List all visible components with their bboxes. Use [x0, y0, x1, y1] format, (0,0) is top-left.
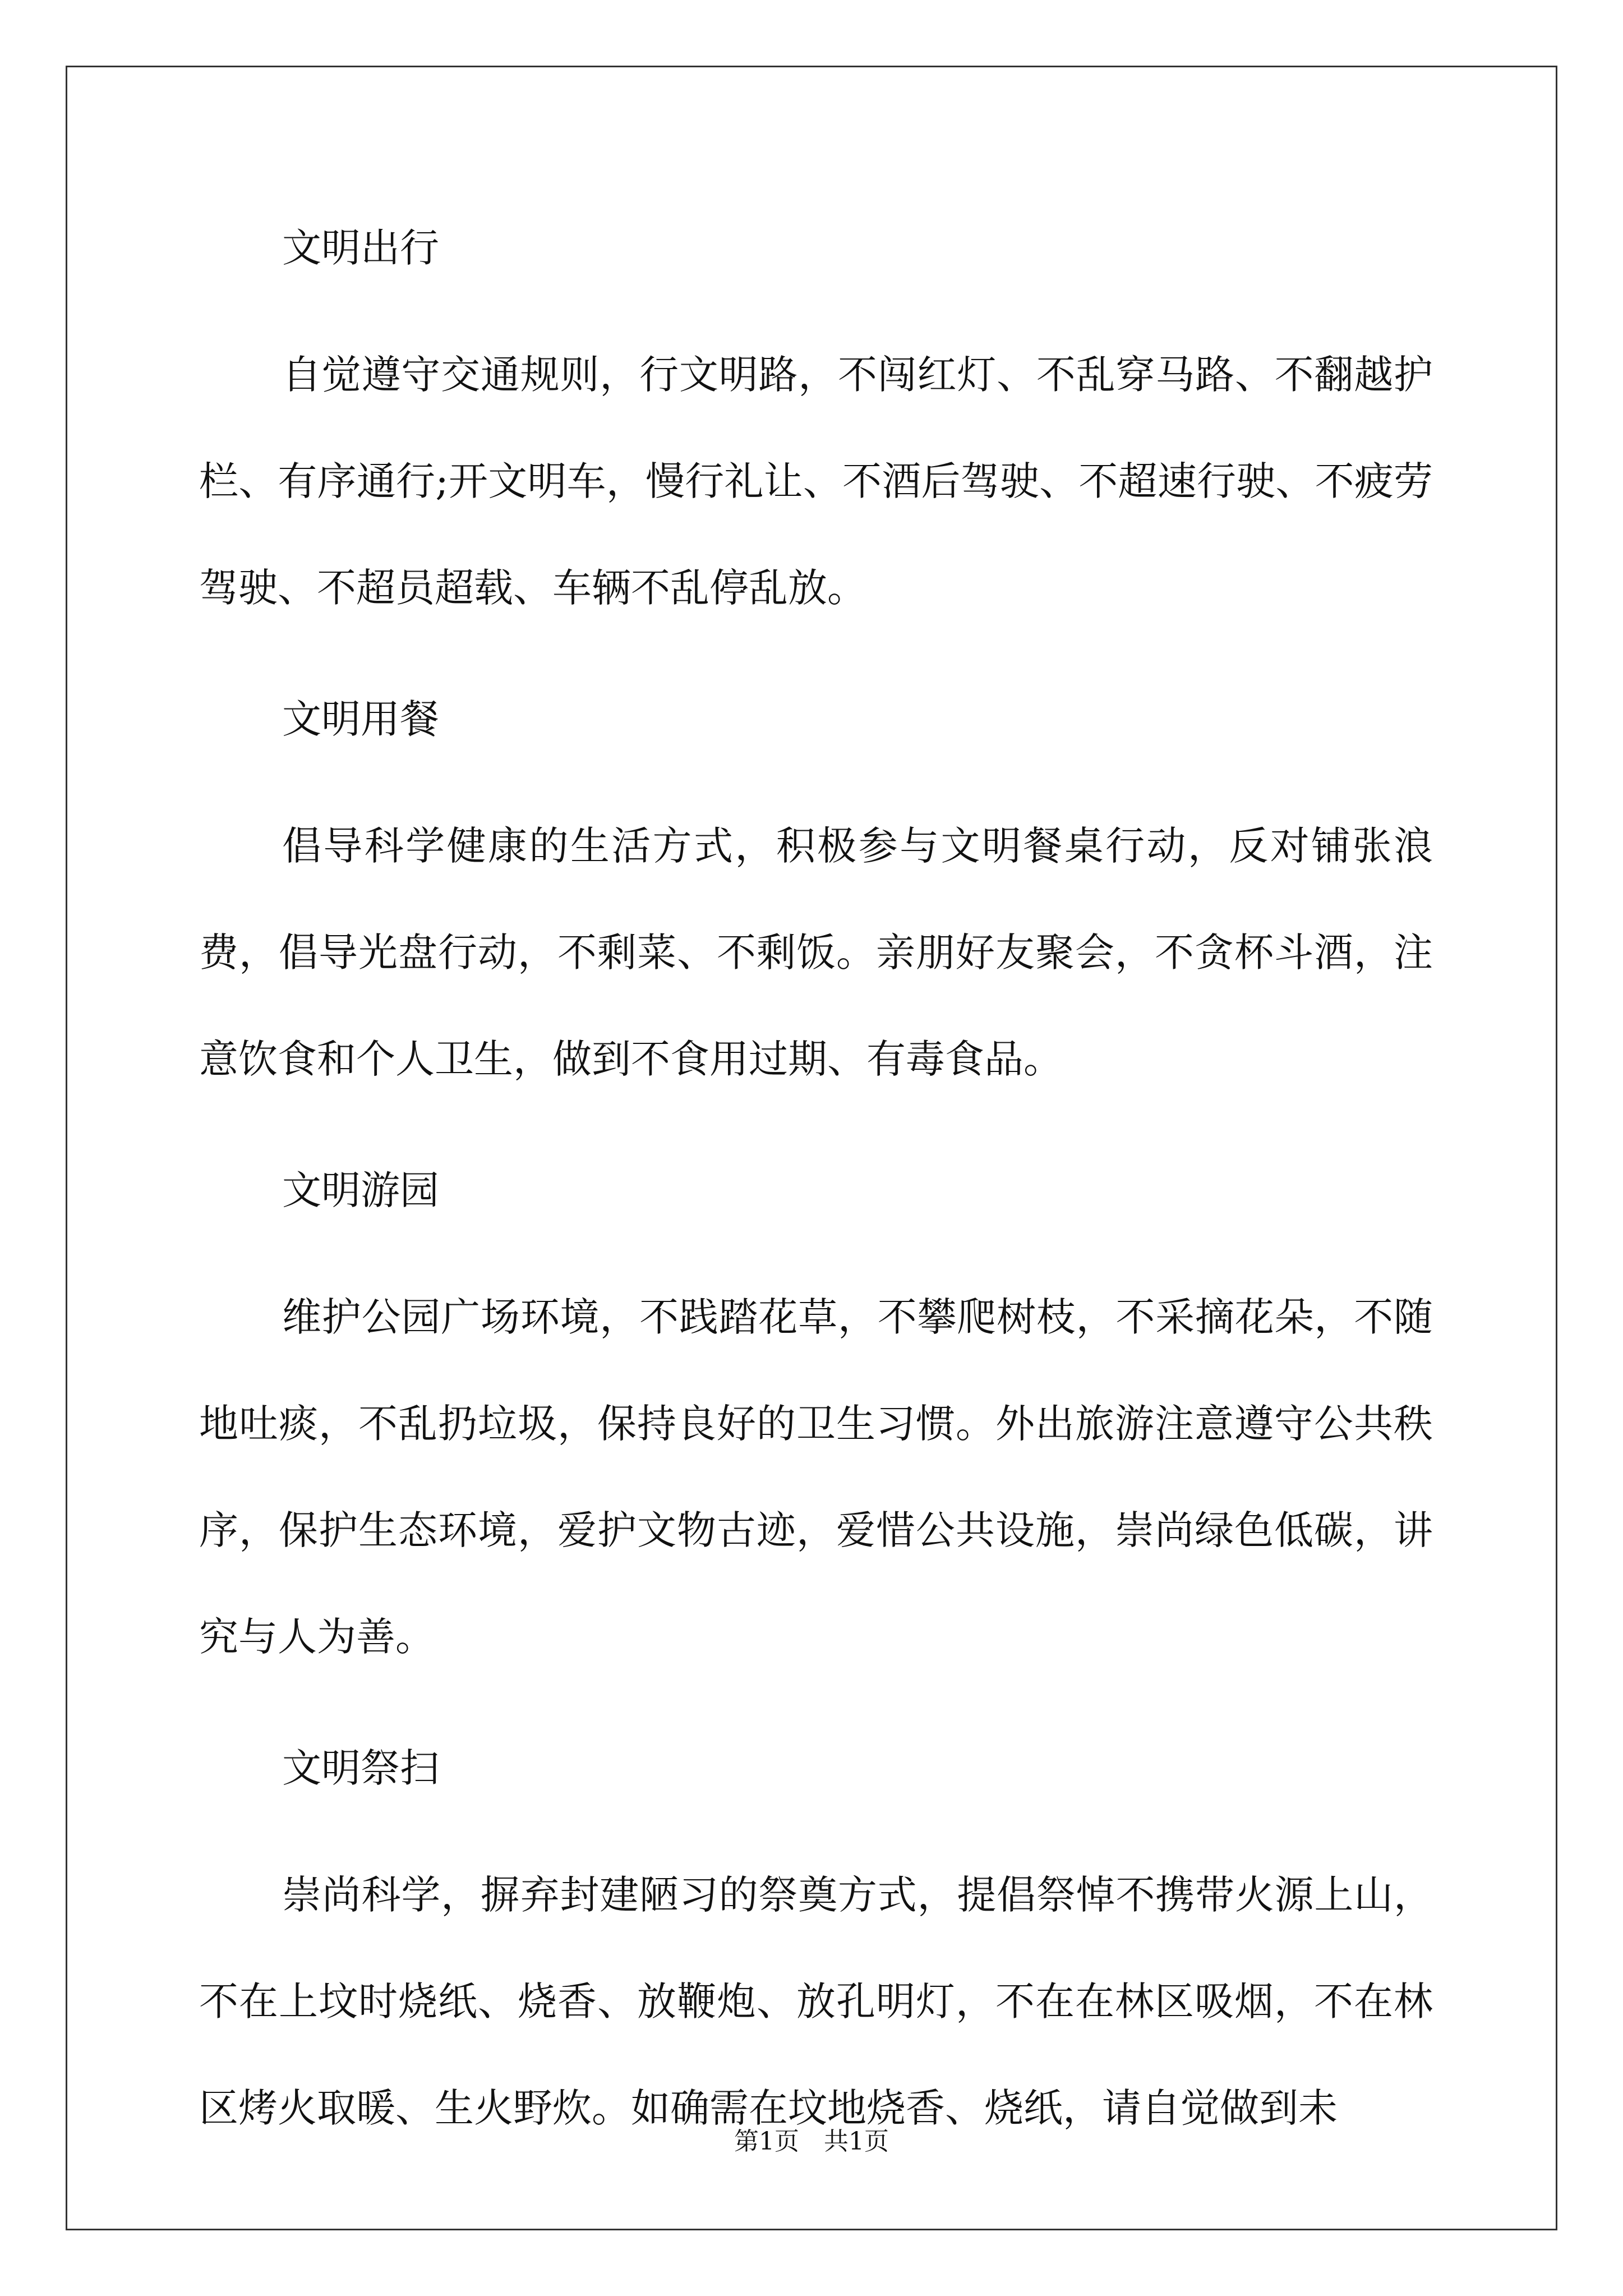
page-number: 第1页	[734, 2127, 799, 2156]
section-heading-travel: 文明出行	[282, 225, 439, 271]
section-heading-park: 文明游园	[282, 1167, 439, 1213]
section-paragraph-park: 维护公园广场环境，不践踏花草，不攀爬树枝，不采摘花朵，不随地吐痰，不乱扔垃圾，保持良好的卫生习惯。外出旅游注意遵守公共秩序，保护生态环境，爱护文物古迹，爱惜公共设施，崇尚绿色低碳，讲究与人为善。	[199, 1294, 1433, 1660]
page-footer	[0, 2126, 1623, 2157]
section-heading-dining: 文明用餐	[282, 696, 439, 742]
section-paragraph-tomb-sweeping: 崇尚科学，摒弃封建陋习的祭奠方式，提倡祭悼不携带火源上山，不在上坟时烧纸、烧香、放鞭炮、放孔明灯，不在在林区吸烟，不在林区烤火取暖、生火野炊。如确需在坟地烧香、烧纸，请自觉做到未	[199, 1872, 1433, 2131]
page-total: 共1页	[824, 2127, 889, 2156]
section-paragraph-travel: 自觉遵守交通规则，行文明路，不闯红灯、不乱穿马路、不翻越护栏、有序通行;开文明车，慢行礼让、不酒后驾驶、不超速行驶、不疲劳驾驶、不超员超载、车辆不乱停乱放。	[199, 352, 1433, 611]
document-body	[199, 222, 1433, 2213]
section-paragraph-dining: 倡导科学健康的生活方式，积极参与文明餐桌行动，反对铺张浪费，倡导光盘行动，不剩菜、不剩饭。亲朋好友聚会，不贪杯斗酒，注意饮食和个人卫生，做到不食用过期、有毒食品。	[199, 823, 1433, 1082]
section-heading-tomb-sweeping: 文明祭扫	[282, 1745, 439, 1791]
